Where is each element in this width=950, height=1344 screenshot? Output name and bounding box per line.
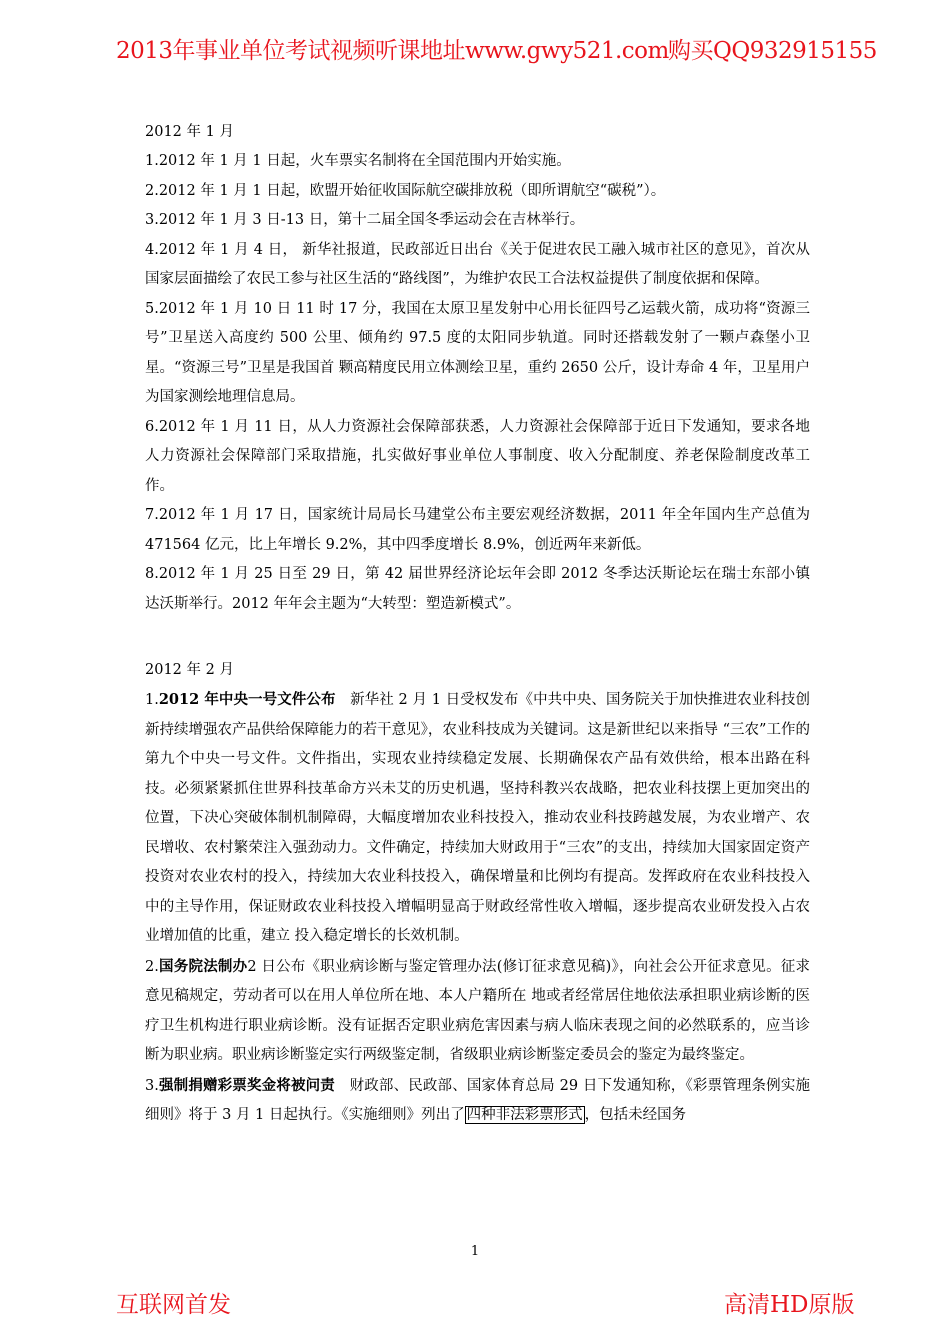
list-item: 3.2012 年 1 月 3 日-13 日，第十二届全国冬季运动会在吉林举行。 — [145, 212, 585, 228]
list-item: 1.2012 年中央一号文件公布 新华社 2 月 1 日受权发布《中共中央、国务院关于加快推进农业科技创新持续增强农产品供给保障能力的若干意见》，农业科技成为关键词。这是新世纪以来指导 “三农”工作的第九个中央一号文件。文件指出，实现农业持续稳定发展、长期确保农产品有效供给，根本出路在科技。必须紧紧抓住世界科技革命方兴未艾的历史机遇，坚持科教兴农战略，把农业科技摆上更加突出的位置，下决心突破体制机制障碍，大幅度增加农业科技投入，推动农业科技跨越发展，为农业增产、农民增收、农村繁荣注入强劲动力。文件确定，持续加大财政用于“三农”的支出，持续加大国家固定资产投资对农业农村的投入，持续加大农业科技投入，确保增量和比例均有提高。发挥政府在农业科技投入中的主导作用，保证财政农业科技投入增幅明显高于财政经常性收入增幅，逐步提高农业研发投入占农业增加值的比重，建立 投入稳定增长的长效机制。 — [145, 691, 810, 944]
list-item: 1.2012 年 1 月 1 日起，火车票实名制将在全国范围内开始实施。 — [145, 153, 571, 169]
item-title: 2012 年中央一号文件公布 — [158, 691, 336, 708]
list-item: 3.强制捐赠彩票奖金将被问责 财政部、民政部、国家体育总局 29 日下发通知称，《彩票管理条例实施细则》将于 3 月 1 日起执行。《实施细则》列出了 四种非法彩票形式 ，包括未经国务 — [145, 1076, 810, 1123]
footer-right-text: 高清HD原版 — [724, 1292, 855, 1318]
list-item: 2.国务院法制办2 日公布《职业病诊断与鉴定管理办法(修订征求意见稿)》，向社会公开征求意见。征求意见稿规定，劳动者可以在用人单位所在地、本人户籍所在 地或者经常居住地依法承担职业病诊断的医疗卫生机构进行职业病诊断。没有证据否定职业病危害因素与病人临床表现之间的必然联系的，应当诊断为职业病。职业病诊断鉴定实行两级鉴定制，省级职业病诊断鉴定委员会的鉴定为最终鉴定。 — [145, 957, 810, 1063]
page-number: 1 — [470, 1244, 480, 1259]
document-body — [145, 118, 810, 1131]
header-right-text: 购买QQ932915155 — [668, 38, 877, 64]
list-item: 5.2012 年 1 月 10 日 11 时 17 分，我国在太原卫星发射中心用长征四号乙运载火箭，成功将“资源三号”卫星送入高度约 500 公里、倾角约 97.5 度的太阳同步轨道。同时还搭载发射了一颗卢森堡小卫星。“资源三号”卫星是我国首 颗高精度民用立体测绘卫星，重约 2650 公斤，设计寿命 4 年，卫星用户为国家测绘地理信息局。 — [145, 300, 810, 405]
header-left-text: 2013年事业单位考试视频听课地址www.gwy521.com — [116, 38, 669, 64]
boxed-phrase: 四种非法彩票形式 — [466, 1107, 583, 1123]
list-item: 4.2012 年 1 月 4 日， 新华社报道，民政部近日出台《关于促进农民工融入城市社区的意见》，首次从国家层面描绘了农民工参与社区生活的“路线图”，为维护农民工合法权益提供了制度依据和保障。 — [145, 241, 810, 287]
list-item: 6.2012 年 1 月 11 日，从人力资源社会保障部获悉，人力资源社会保障部于近日下发通知，要求各地人力资源社会保障部门采取措施，扎实做好事业单位人事制度、收入分配制度、养老保险制度改革工作。 — [145, 418, 810, 494]
item-title: 强制捐赠彩票奖金将被问责 — [158, 1076, 335, 1094]
month-heading-feb: 2012 年 2 月 — [145, 662, 234, 678]
list-item: 7.2012 年 1 月 17 日，国家统计局局长马建堂公布主要宏观经济数据，2011 年全年国内生产总值为 471564 亿元，比上年增长 9.2%，其中四季度增长 8.9%，创近两年来新低。 — [145, 507, 810, 553]
month-heading-jan: 2012 年 1 月 — [145, 124, 234, 140]
footer-left-text: 互联网首发 — [116, 1292, 231, 1318]
list-item: 8.2012 年 1 月 25 日至 29 日，第 42 届世界经济论坛年会即 2012 冬季达沃斯论坛在瑞士东部小镇达沃斯举行。2012 年年会主题为“大转型：塑造新模式”。 — [145, 566, 810, 612]
list-item: 2.2012 年 1 月 1 日起，欧盟开始征收国际航空碳排放税（即所谓航空“碳税”）。 — [145, 182, 666, 199]
item-title: 国务院法制办 — [158, 957, 248, 975]
